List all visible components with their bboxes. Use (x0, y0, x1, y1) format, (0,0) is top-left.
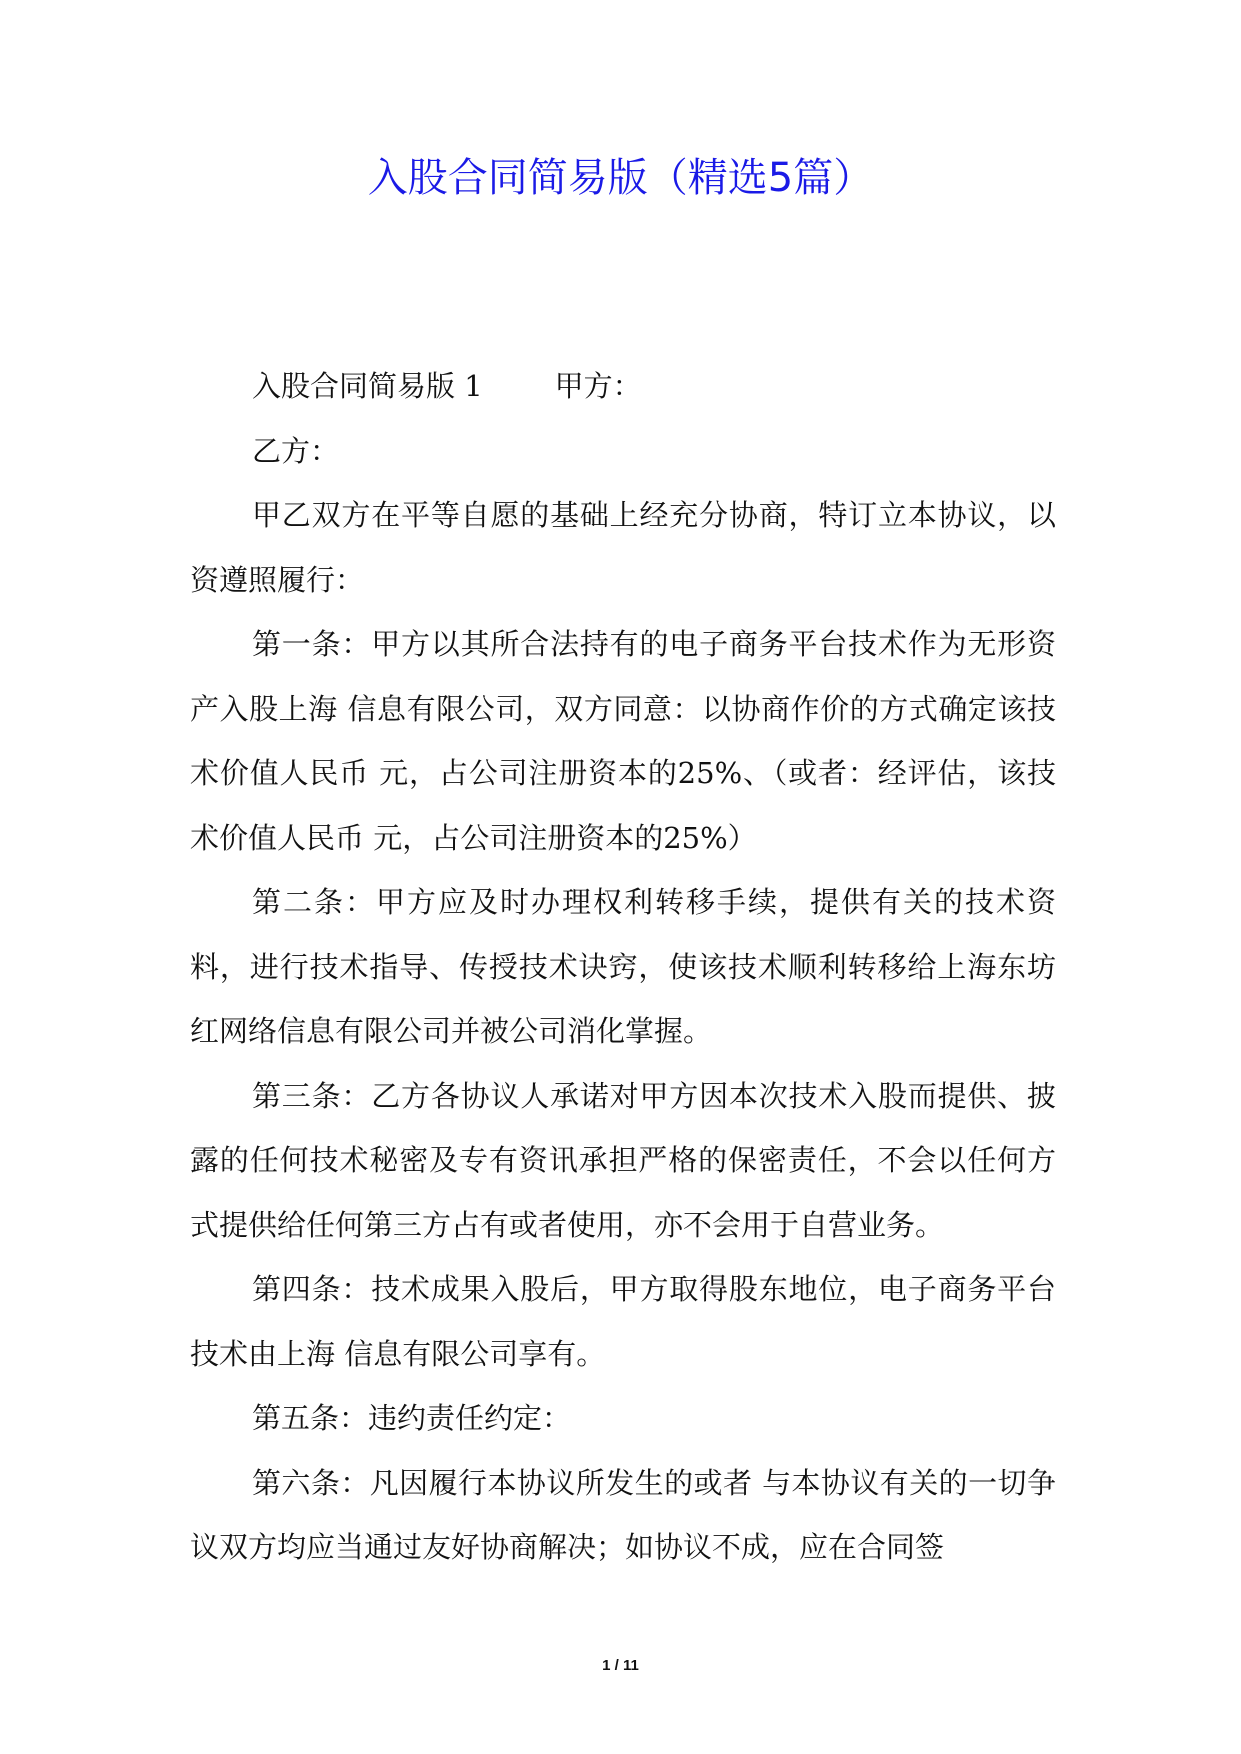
document-title: 入股合同简易版（精选5篇） (367, 155, 874, 201)
party-b-label: 乙方： (252, 433, 340, 468)
document-body (190, 354, 1056, 1580)
party-a-label: 甲方： (554, 369, 642, 403)
paragraph-article-6: 第六条：凡因履行本协议所发生的或者 与本协议有关的一切争议双方均应当通过友好协商解决；如协议不成，应在合同签 (190, 1465, 1056, 1564)
paragraph-article-1: 第一条：甲方以其所合法持有的电子商务平台技术作为无形资产入股上海 信息有限公司，双方同意：以协商作价的方式确定该技术价值人民币 元，占公司注册资本的25%、（或者：经评估，该技术价值人民币 元，占公司注册资本的25%） (190, 627, 1056, 855)
paragraph-article-2: 第二条：甲方应及时办理权利转移手续，提供有关的技术资料，进行技术指导、传授技术诀窍，使该技术顺利转移给上海东坊红网络信息有限公司并被公司消化掌握。 (190, 885, 1056, 1048)
contract-heading-label: 入股合同简易版 1 (252, 369, 483, 403)
paragraph-article-4: 第四条：技术成果入股后，甲方取得股东地位，电子商务平台技术由上海 信息有限公司享有。 (190, 1272, 1056, 1371)
paragraph-preamble: 甲乙双方在平等自愿的基础上经充分协商，特订立本协议，以资遵照履行： (190, 498, 1056, 597)
heading-line (190, 354, 1056, 419)
page-number: 1 / 11 (602, 1657, 639, 1674)
paragraph-article-5: 第五条：违约责任约定： (252, 1401, 572, 1435)
paragraph-article-3: 第三条：乙方各协议人承诺对甲方因本次技术入股而提供、披露的任何技术秘密及专有资讯承担严格的保密责任，不会以任何方式提供给任何第三方占有或者使用，亦不会用于自营业务。 (190, 1078, 1056, 1242)
